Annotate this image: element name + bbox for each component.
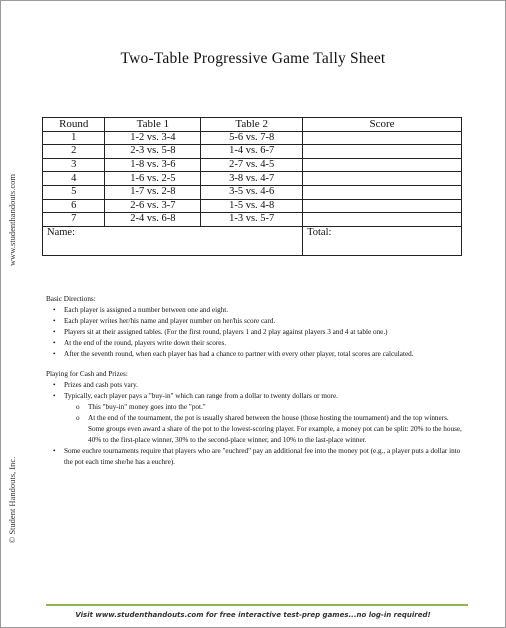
table2-cell: 1-3 vs. 5-7 — [201, 213, 303, 227]
list-item: o This "buy-in" money goes into the "pot." — [76, 403, 206, 411]
score-cell[interactable] — [303, 172, 462, 186]
tally-table — [42, 117, 462, 256]
basic-directions-list — [46, 305, 466, 360]
list-item: • Each player writes her/his name and player number on her/his score card. — [53, 317, 276, 325]
cash-prizes-sublist — [46, 402, 466, 446]
table1-cell: 2-4 vs. 6-8 — [105, 213, 201, 227]
list-item: • Typically, each player pays a "buy-in" which can range from a dollar to twenty dollars or more. — [53, 392, 338, 400]
list-item: o At the end of the tournament, the pot is usually shared between the house (those hosting the tournament) and the top winners. Some groups even award a share of the pot to the lowest-scoring player. For example, a money pot can be split: 20% to the house, 40% to the first-place winner, 30% to the second-place winner, and 10% to the last-place winner. — [76, 414, 462, 444]
total-field[interactable] — [303, 226, 462, 255]
table-row — [43, 172, 462, 186]
header-table1: Table 1 — [105, 118, 201, 132]
side-watermark-copyright: © Student Handouts, Inc. — [7, 456, 17, 544]
table-row — [43, 199, 462, 213]
list-item: • Some euchre tournaments require that players who are "euchred" pay an additional fee into the money pot (e.g., a player puts a dollar into the pot each time she/he has a euchre). — [53, 447, 461, 466]
page-title: Two-Table Progressive Game Tally Sheet — [120, 50, 386, 67]
table1-cell: 1-2 vs. 3-4 — [105, 131, 201, 145]
table2-cell: 3-5 vs. 4-6 — [201, 185, 303, 199]
basic-directions-heading: Basic Directions: — [46, 295, 96, 303]
round-cell: 6 — [43, 199, 105, 213]
list-item: • At the end of the round, players write down their scores. — [53, 339, 227, 347]
header-table2: Table 2 — [201, 118, 303, 132]
table2-cell: 2-7 vs. 4-5 — [201, 158, 303, 172]
table1-cell: 1-8 vs. 3-6 — [105, 158, 201, 172]
table-row — [43, 185, 462, 199]
score-cell[interactable] — [303, 145, 462, 159]
table2-cell: 1-4 vs. 6-7 — [201, 145, 303, 159]
round-cell: 5 — [43, 185, 105, 199]
list-item: • Each player is assigned a number between one and eight. — [53, 306, 229, 314]
table2-cell: 5-6 vs. 7-8 — [201, 131, 303, 145]
table1-cell: 1-7 vs. 2-8 — [105, 185, 201, 199]
total-label: Total: — [307, 226, 332, 238]
round-cell: 4 — [43, 172, 105, 186]
table-row — [43, 131, 462, 145]
table-row — [43, 158, 462, 172]
table2-cell: 1-5 vs. 4-8 — [201, 199, 303, 213]
score-cell[interactable] — [303, 131, 462, 145]
round-cell: 3 — [43, 158, 105, 172]
name-label: Name: — [47, 226, 75, 238]
header-round: Round — [43, 118, 105, 132]
round-cell: 7 — [43, 213, 105, 227]
cash-prizes-heading: Playing for Cash and Prizes: — [46, 370, 128, 378]
list-item: • Prizes and cash pots vary. — [53, 381, 138, 389]
score-cell[interactable] — [303, 158, 462, 172]
footer-text: Visit www.studenthandouts.com for free interactive test-prep games...no log-in required! — [75, 611, 431, 619]
table2-cell: 3-8 vs. 4-7 — [201, 172, 303, 186]
table-row — [43, 145, 462, 159]
table1-cell: 2-3 vs. 5-8 — [105, 145, 201, 159]
score-cell[interactable] — [303, 185, 462, 199]
table1-cell: 2-6 vs. 3-7 — [105, 199, 201, 213]
round-cell: 2 — [43, 145, 105, 159]
name-total-row — [43, 226, 462, 255]
header-score: Score — [303, 118, 462, 132]
directions-section — [46, 294, 466, 468]
footer-divider — [46, 604, 468, 606]
cash-prizes-list — [46, 380, 466, 402]
name-field[interactable] — [43, 226, 303, 255]
cash-prizes-list-end — [46, 446, 466, 468]
list-item: • Players sit at their assigned tables. (For the first round, players 1 and 2 play against players 3 and 4 at table one.) — [53, 328, 388, 336]
table-header-row — [43, 118, 462, 132]
round-cell: 1 — [43, 131, 105, 145]
score-cell[interactable] — [303, 213, 462, 227]
table-row — [43, 213, 462, 227]
score-cell[interactable] — [303, 199, 462, 213]
side-watermark-url: www.studenthandouts.com — [7, 174, 17, 266]
table1-cell: 1-6 vs. 2-5 — [105, 172, 201, 186]
list-item: • After the seventh round, when each player has had a chance to partner with every other player, total scores are calculated. — [53, 350, 414, 358]
